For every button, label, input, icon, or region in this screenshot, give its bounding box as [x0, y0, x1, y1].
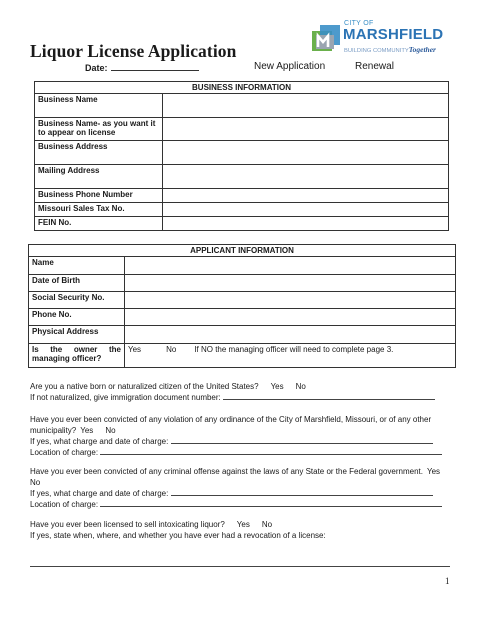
field-label-physical-address: Physical Address — [29, 326, 125, 344]
licensed-question — [30, 519, 455, 541]
location-label-1: Location of charge: — [30, 448, 99, 457]
field-input-business-phone[interactable] — [163, 189, 449, 203]
charge-date-line-1[interactable] — [171, 436, 433, 444]
charge-date-label-1: If yes, what charge and date of charge: — [30, 437, 169, 446]
field-input-business-name[interactable] — [163, 94, 449, 118]
field-input-name[interactable] — [125, 257, 456, 275]
field-label-mailing-address: Mailing Address — [35, 165, 163, 189]
date-field — [85, 62, 199, 73]
field-label-sales-tax: Missouri Sales Tax No. — [35, 203, 163, 217]
field-input-business-address[interactable] — [163, 141, 449, 165]
applicant-info-table — [28, 244, 456, 368]
field-input-physical-address[interactable] — [125, 326, 456, 344]
ordinance-question — [30, 414, 455, 458]
logo-city-name: MARSHFIELD — [343, 26, 444, 43]
field-input-mailing-address[interactable] — [163, 165, 449, 189]
ordinance-yes-option[interactable]: Yes — [80, 426, 94, 435]
business-info-table — [34, 81, 449, 231]
licensed-question-text: Have you ever been licensed to sell intoxicating liquor? — [30, 520, 225, 529]
owner-question-label: Is the owner the managing officer? — [29, 344, 125, 368]
field-input-dob[interactable] — [125, 275, 456, 292]
criminal-question — [30, 466, 455, 510]
field-label-license-name: Business Name- as you want it to appear on license — [35, 118, 163, 141]
revocation-answer-line[interactable] — [30, 566, 450, 567]
criminal-question-text: Have you ever been convicted of any criminal offense against the laws of any State or the Federal government. — [30, 467, 423, 476]
location-line-1[interactable] — [100, 447, 442, 455]
field-label-business-name: Business Name — [35, 94, 163, 118]
criminal-yes-option[interactable]: Yes — [426, 467, 441, 476]
field-label-dob: Date of Birth — [29, 275, 125, 292]
field-input-phone[interactable] — [125, 309, 456, 326]
renewal-option[interactable]: Renewal — [355, 61, 394, 72]
charge-date-label-2: If yes, what charge and date of charge: — [30, 489, 169, 498]
field-input-fein[interactable] — [163, 217, 449, 231]
owner-note: If NO the managing officer will need to complete page 3. — [194, 345, 394, 354]
page-number: 1 — [445, 576, 450, 586]
city-logo-mark — [310, 23, 342, 55]
field-label-fein: FEIN No. — [35, 217, 163, 231]
ordinance-question-text: Have you ever been convicted of any violation of any ordinance of the City of Marshfield, Missouri, or of any other municipality? — [30, 415, 432, 435]
owner-yes-option[interactable]: Yes — [128, 345, 142, 354]
field-label-name: Name — [29, 257, 125, 275]
business-info-heading: BUSINESS INFORMATION — [35, 82, 449, 94]
logo-tagline — [344, 45, 436, 54]
naturalized-label: If not naturalized, give immigration document number: — [30, 393, 221, 402]
field-input-sales-tax[interactable] — [163, 203, 449, 217]
field-label-business-address: Business Address — [35, 141, 163, 165]
logo-tagline-script: Together — [408, 45, 436, 54]
field-input-license-name[interactable] — [163, 118, 449, 141]
field-label-ssn: Social Security No. — [29, 292, 125, 309]
location-label-2: Location of charge: — [30, 500, 99, 509]
field-label-business-phone: Business Phone Number — [35, 189, 163, 203]
criminal-no-option[interactable]: No — [30, 478, 41, 487]
page-title: Liquor License Application — [30, 41, 237, 61]
citizen-no-option[interactable]: No — [295, 382, 306, 391]
revocation-label: If yes, state when, where, and whether you have ever had a revocation of a license: — [30, 531, 326, 540]
licensed-no-option[interactable]: No — [261, 520, 273, 529]
city-logo — [310, 20, 452, 58]
immigration-number-line[interactable] — [223, 392, 435, 400]
location-line-2[interactable] — [100, 499, 442, 507]
citizen-yes-option[interactable]: Yes — [270, 382, 284, 391]
logo-city-of: CITY OF — [344, 20, 374, 27]
owner-no-option[interactable]: No — [166, 345, 177, 354]
date-label: Date: — [85, 63, 108, 73]
citizen-question-text: Are you a native born or naturalized citizen of the United States? — [30, 382, 259, 391]
field-label-phone: Phone No. — [29, 309, 125, 326]
charge-date-line-2[interactable] — [171, 488, 433, 496]
licensed-yes-option[interactable]: Yes — [236, 520, 250, 529]
new-application-option[interactable]: New Application — [254, 61, 326, 72]
citizen-question — [30, 381, 455, 403]
owner-question-answers — [125, 344, 456, 368]
applicant-info-heading: APPLICANT INFORMATION — [29, 245, 456, 257]
logo-tagline-text: BUILDING COMMUNITY — [344, 48, 409, 54]
field-input-ssn[interactable] — [125, 292, 456, 309]
ordinance-no-option[interactable]: No — [105, 426, 116, 435]
date-input-line[interactable] — [111, 62, 199, 71]
